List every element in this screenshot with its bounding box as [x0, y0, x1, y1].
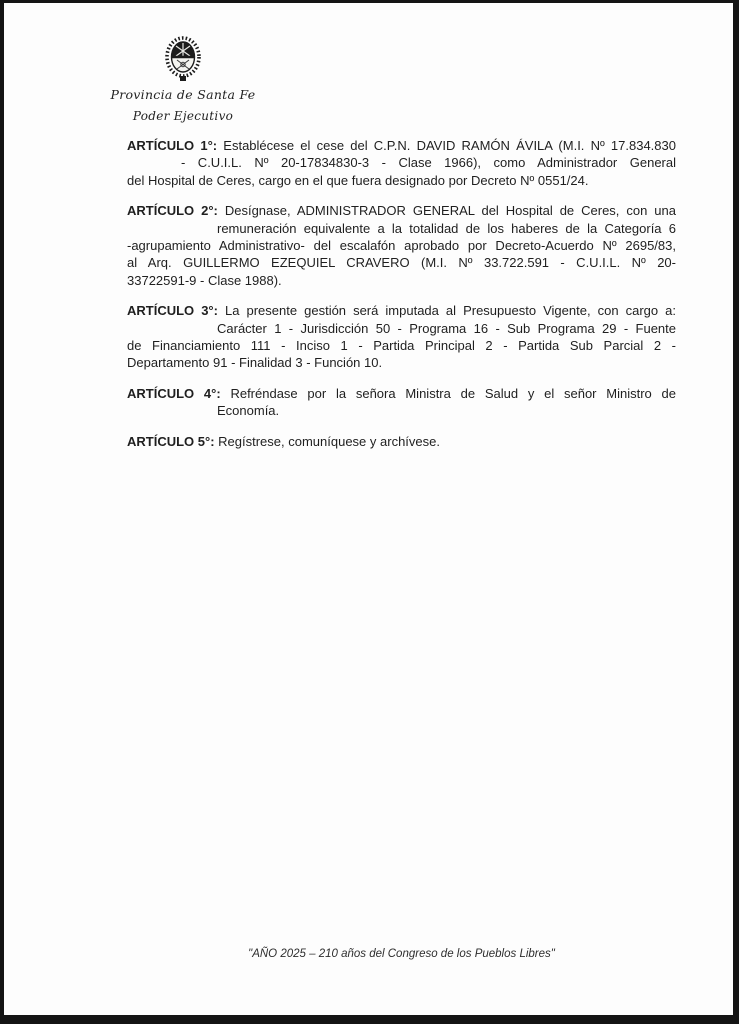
- article-line: 33722591-9 - Clase 1988).: [127, 272, 282, 288]
- article-label: ARTÍCULO 5°:: [127, 433, 215, 449]
- article-4: [127, 385, 676, 420]
- executive-branch-label: Poder Ejecutivo: [132, 109, 234, 123]
- article-1: [127, 137, 676, 189]
- document-page: [4, 3, 733, 1015]
- article-line: [127, 202, 676, 219]
- santa-fe-coat-of-arms-icon: [109, 36, 257, 84]
- decree-body: [127, 137, 676, 463]
- article-text: La presente gestión será imputada al Presupuesto Vigente, con cargo a:: [225, 303, 676, 319]
- article-line: - C.U.I.L. Nº 20-17834830-3 - Clase 1966), como Administrador General: [181, 155, 676, 171]
- article-label: ARTÍCULO 4°:: [127, 385, 221, 401]
- article-text: Regístrese, comuníquese y archívese.: [218, 433, 440, 449]
- article-line: -agrupamiento Administrativo- del escalafón aprobado por Decreto-Acuerdo Nº 2695/83,: [127, 238, 676, 254]
- article-line: Economía.: [217, 403, 280, 419]
- article-line: remuneración equivalente a la totalidad de los haberes de la Categoría 6: [217, 220, 676, 236]
- article-text: Desígnase, ADMINISTRADOR GENERAL del Hospital de Ceres, con una: [224, 203, 676, 219]
- article-line: de Financiamiento 111 - Inciso 1 - Partida Principal 2 - Partida Sub Parcial 2 -: [127, 338, 676, 354]
- footer-year-legend: "AÑO 2025 – 210 años del Congreso de los Pueblos Libres": [248, 948, 555, 960]
- article-line: [127, 137, 676, 154]
- province-name: Provincia de Santa Fe: [110, 87, 256, 102]
- article-5: [127, 433, 676, 450]
- article-label: ARTÍCULO 3°:: [127, 303, 218, 319]
- article-label: ARTÍCULO 1°:: [127, 138, 218, 153]
- letterhead: [109, 36, 257, 123]
- article-line: Carácter 1 - Jurisdicción 50 - Programa 16 - Sub Programa 29 - Fuente: [217, 320, 676, 336]
- article-line: del Hospital de Ceres, cargo en el que fuera designado por Decreto Nº 0551/24.: [127, 172, 589, 188]
- article-line: [127, 302, 676, 319]
- article-text: Refréndase por la señora Ministra de Salud y el señor Ministro de: [230, 385, 676, 401]
- article-line: al Arq. GUILLERMO EZEQUIEL CRAVERO (M.I. Nº 33.722.591 - C.U.I.L. Nº 20-: [127, 255, 676, 271]
- article-3: [127, 302, 676, 372]
- article-2: [127, 202, 676, 289]
- article-text: Establécese el cese del C.P.N. DAVID RAMÓN ÁVILA (M.I. Nº 17.834.830: [223, 138, 676, 153]
- article-label: ARTÍCULO 2°:: [127, 203, 218, 219]
- article-line: Departamento 91 - Finalidad 3 - Función 10.: [127, 355, 383, 371]
- article-line: [127, 385, 676, 402]
- article-line: [127, 433, 676, 450]
